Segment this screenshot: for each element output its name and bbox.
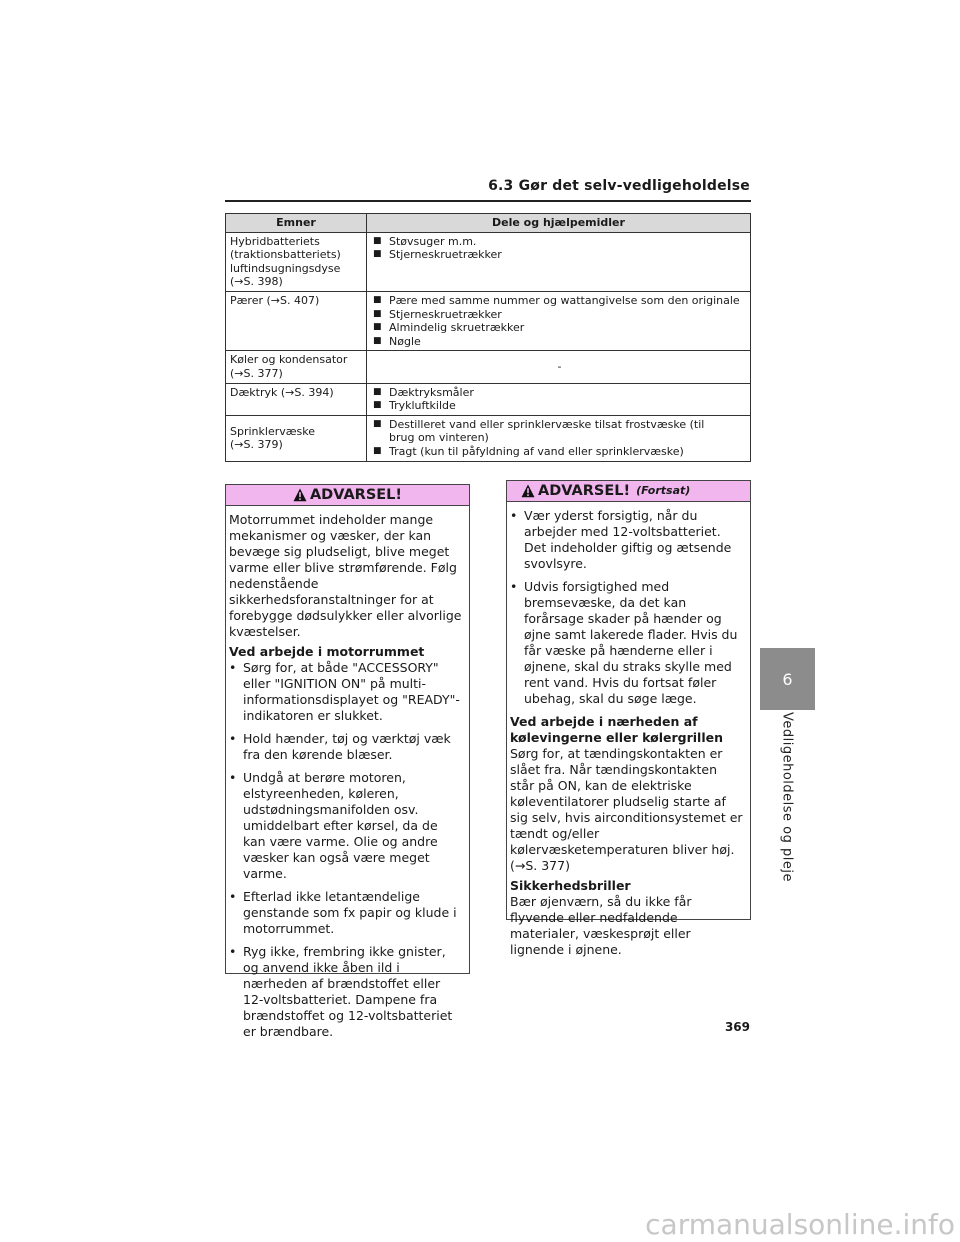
topic-cell <box>226 351 367 383</box>
topic-line: luftindsugningsdyse <box>230 261 341 275</box>
tools-cell <box>367 415 751 461</box>
watermark: carmanualsonline.info <box>645 1208 955 1241</box>
bullet-square-icon: ■ <box>373 418 382 429</box>
topic-line: Sprinklervæske <box>230 424 316 438</box>
tool-item <box>373 235 746 249</box>
topic-line: (traktionsbatteriets) <box>230 248 341 262</box>
tool-text: Støvsuger m.m. <box>389 234 477 248</box>
col-tools-header: Dele og hjælpemidler <box>367 214 751 233</box>
section-title: 6.3 Gør det selv-vedligeholdelse <box>488 178 750 194</box>
bullet-square-icon: ■ <box>373 386 382 397</box>
topic-cell <box>226 415 367 461</box>
warning-box-right <box>506 480 751 957</box>
warning-item <box>510 508 744 572</box>
warning-item-text: Undgå at berøre motoren, elstyreenheden, køleren, udstødningsmanifolden osv. umiddelbart efter kørsel, da de kan være varme. Olie og andre væsker kan også være meget varme. <box>243 770 438 881</box>
topic-cell <box>226 232 367 291</box>
warning-item <box>510 579 744 707</box>
warning-triangle-icon <box>293 488 307 502</box>
tools-cell <box>367 232 751 291</box>
chapter-label <box>752 712 822 882</box>
bullet-dot-icon: • <box>229 770 237 785</box>
topic-link[interactable]: (→S. 398) <box>230 275 283 289</box>
bullet-square-icon: ■ <box>373 335 382 346</box>
bullet-square-icon: ■ <box>373 249 382 260</box>
page-number: 369 <box>724 1020 750 1034</box>
tool-item <box>373 294 746 308</box>
tools-cell <box>367 291 751 350</box>
topic-line: Hybridbatteriets <box>230 234 320 248</box>
warning-title: ADVARSEL! <box>538 483 631 499</box>
bullet-dot-icon: • <box>229 944 237 959</box>
tool-text: Trykluftkilde <box>389 399 456 413</box>
bullet-square-icon: ■ <box>373 400 382 411</box>
tools-cell: - <box>367 351 751 383</box>
tool-item <box>373 308 746 322</box>
bullet-square-icon: ■ <box>373 235 382 246</box>
warning-item-text: Hold hænder, tøj og værktøj væk fra den kørende blæser. <box>243 731 451 762</box>
tool-text: Stjerneskruetrækker <box>389 248 502 262</box>
warning-item-text: Sørg for, at både "ACCESSORY" eller "IGNITION ON" på multi-informationsdisplayet og "READY"-indikatoren er slukket. <box>243 660 460 723</box>
warning-item-text: Efterlad ikke letantændelige genstande som fx papir og klude i motorrummet. <box>243 889 457 936</box>
chapter-tab[interactable] <box>760 648 815 710</box>
tool-text: Pære med samme nummer og wattangivelse som den originale <box>389 293 740 307</box>
warning-paragraph: Sørg for, at tændingskontakten er slået fra. Når tændingskontakten står på ON, kan de elektriske køleventilatorer pludselig starte af sig selv, hvis airconditionsystemet er tændt og/eller kølervæsketemperaturen bliver høj. (→S. 377) <box>510 746 743 873</box>
topic-cell <box>226 291 367 350</box>
tool-text: Nøgle <box>389 334 421 348</box>
tool-item <box>373 335 746 349</box>
tool-text: Dæktryksmåler <box>389 385 474 399</box>
table-row <box>226 291 751 350</box>
title-rule <box>225 200 751 202</box>
warning-subheading: Ved arbejde i nærheden af kølevingerne eller kølergrillen <box>510 714 723 745</box>
table-row <box>226 415 751 461</box>
col-topic-header: Emner <box>226 214 367 233</box>
tools-cell <box>367 383 751 415</box>
warning-item <box>229 889 463 937</box>
table-row <box>226 232 751 291</box>
tool-item <box>373 418 746 445</box>
bullet-square-icon: ■ <box>373 294 382 305</box>
bullet-dot-icon: • <box>229 660 237 675</box>
chapter-number: 6 <box>782 669 793 689</box>
warning-subheading: Sikkerhedsbriller <box>510 878 631 893</box>
warning-header <box>507 481 750 502</box>
tool-item <box>373 321 746 335</box>
topic-link[interactable]: (→S. 379) <box>230 438 283 452</box>
tool-text: Almindelig skruetrækker <box>389 321 525 335</box>
warning-item <box>229 660 463 724</box>
warning-item <box>229 944 463 1040</box>
tool-item <box>373 386 746 400</box>
warning-triangle-icon <box>521 484 535 498</box>
bullet-dot-icon: • <box>229 889 237 904</box>
topic-link[interactable]: Pærer (→S. 407) <box>230 293 320 307</box>
warning-title: ADVARSEL! <box>309 487 403 503</box>
table-row <box>226 383 751 415</box>
warning-item-text: Ryg ikke, frembring ikke gnister, og anvend ikke åben ild i nærheden af brændstoffet eller 12-voltsbatteriet. Dampene fra brændstoffet og 12-voltsbatteriet er brændbare. <box>243 944 453 1039</box>
tool-item <box>373 399 746 413</box>
tool-item <box>373 248 746 262</box>
tool-item <box>373 445 746 459</box>
tool-text: Destilleret vand eller sprinklervæske tilsat frostvæske (til brug om vinteren) <box>389 417 705 445</box>
warning-continued-label: (Fortsat) <box>636 484 691 497</box>
bullet-square-icon: ■ <box>373 322 382 333</box>
topic-line: Køler og kondensator <box>230 353 348 367</box>
warning-box-left <box>225 484 470 1039</box>
bullet-square-icon: ■ <box>373 445 382 456</box>
table-header-row <box>226 214 751 233</box>
tool-text: Stjerneskruetrækker <box>389 307 502 321</box>
warning-item-text: Vær yderst forsigtig, når du arbejder med 12-voltsbatteriet. Det indeholder giftig og ætsende svovlsyre. <box>524 508 732 571</box>
topic-link[interactable]: (→S. 377) <box>230 366 283 380</box>
warning-item <box>229 770 463 882</box>
parts-table <box>225 213 751 462</box>
topic-cell <box>226 383 367 415</box>
bullet-dot-icon: • <box>510 508 518 523</box>
warning-subheading: Ved arbejde i motorrummet <box>229 644 425 659</box>
warning-header <box>226 485 469 506</box>
warning-paragraph: Bær øjenværn, så du ikke får flyvende eller nedfaldende materialer, væskesprøjt eller lignende i øjnene. <box>510 894 692 957</box>
bullet-dot-icon: • <box>229 731 237 746</box>
bullet-dot-icon: • <box>510 579 518 594</box>
chapter-label-text: Vedligeholdelse og pleje <box>779 712 795 882</box>
topic-link[interactable]: Dæktryk (→S. 394) <box>230 385 334 399</box>
warning-intro: Motorrummet indeholder mange mekanismer og væsker, der kan bevæge sig pludseligt, blive meget varme eller blive strømførende. Følg nedenstående sikkerhedsforanstaltninger for at forebygge dødsulykker eller alvorlige kvæstelser. <box>229 512 462 639</box>
table-row <box>226 351 751 383</box>
bullet-square-icon: ■ <box>373 308 382 319</box>
warning-item <box>229 731 463 763</box>
tool-text: Tragt (kun til påfyldning af vand eller sprinklervæske) <box>389 444 684 458</box>
warning-item-text: Udvis forsigtighed med bremsevæske, da det kan forårsage skader på hænder og øjne samt lakerede flader. Hvis du får væske på hænderne eller i øjnene, skal du straks skylle med rent vand. Hvis du fortsat føler ubehag, skal du søge læge. <box>524 579 738 706</box>
